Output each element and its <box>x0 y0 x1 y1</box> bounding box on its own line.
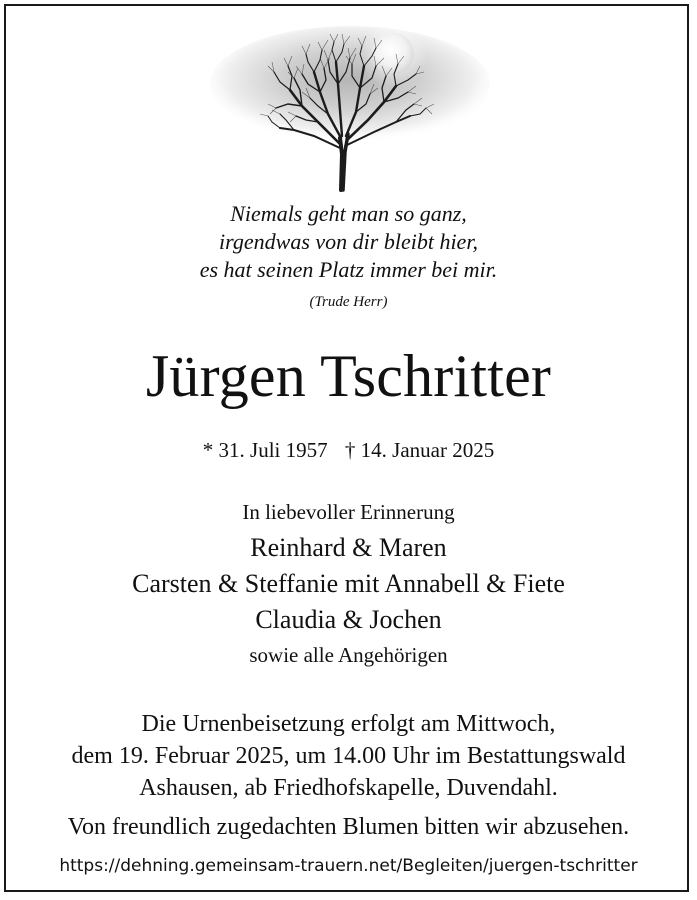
tree-moon-icon <box>210 26 490 198</box>
mourner-family-3: Claudia & Jochen <box>255 605 442 634</box>
ceremony-line-1: Die Urnenbeisetzung erfolgt am Mittwoch, <box>141 711 556 737</box>
flowers-note: Von freundlich zugedachten Blumen bitten wir abzusehen. <box>67 814 630 840</box>
mourners-intro: In liebevoller Erinnerung <box>242 500 455 524</box>
poem-line-2: irgendwas von dir bleibt hier, <box>219 229 478 254</box>
life-dates <box>0 438 697 463</box>
mourner-family-1: Reinhard & Maren <box>250 533 447 562</box>
ceremony-line-3: Ashausen, ab Friedhofskapelle, Duvendahl. <box>139 775 558 801</box>
birth-date: * 31. Juli 1957 <box>202 438 328 462</box>
poem-line-1: Niemals geht man so ganz, <box>230 201 467 226</box>
poem-line-3: es hat seinen Platz immer bei mir. <box>199 257 498 282</box>
poem-author: (Trude Herr) <box>309 294 388 310</box>
mourner-family-2: Carsten & Steffanie mit Annabell & Fiete <box>132 569 565 598</box>
memorial-url[interactable]: https://dehning.gemeinsam-trauern.net/Begleiten/juergen-tschritter <box>59 856 638 876</box>
death-date: † 14. Januar 2025 <box>344 438 495 462</box>
ceremony-line-2: dem 19. Februar 2025, um 14.00 Uhr im Bestattungswald <box>71 743 626 769</box>
mourners-others: sowie alle Angehörigen <box>249 643 448 667</box>
deceased-name: Jürgen Tschritter <box>145 343 552 409</box>
